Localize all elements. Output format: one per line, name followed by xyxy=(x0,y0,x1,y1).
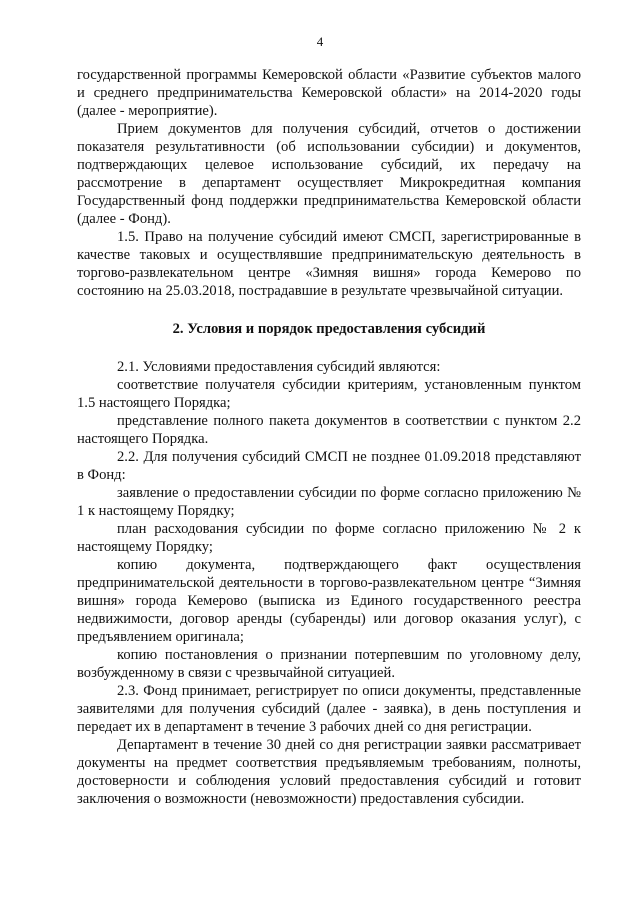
section-heading: 2. Условия и порядок предоставления субсидий xyxy=(172,321,486,337)
paragraph-2-2: 2.2. Для получения субсидий СМСП не позднее 01.09.2018 представляют в Фонд: xyxy=(77,449,581,483)
paragraph-resolution-copy: копию постановления о признании потерпевшим по уголовному делу, возбужденному в связи с чрезвычайной ситуацией. xyxy=(77,647,581,681)
page-number: 4 xyxy=(316,34,324,49)
paragraph-condition-package: представление полного пакета документов в соответствии с пунктом 2.2 настоящего Порядка. xyxy=(77,413,581,447)
paragraph-2-3: 2.3. Фонд принимает, регистрирует по описи документы, представленные заявителями для получения субсидий (далее - заявка), в день поступления и передает их в департамент в течение 3 рабочих дней со дня регистрации. xyxy=(77,683,581,735)
paragraph-document-copy: копию документа, подтверждающего факт осуществления предпринимательской деятельности в торгово-развлекательном центре “Зимняя вишня» города Кемерово (выписка из Единого государственного реестра недвижимости, договор аренды (субаренды) или договор оказания услуг), с предъявлением оригинала; xyxy=(77,557,581,645)
paragraph-department-review: Департамент в течение 30 дней со дня регистрации заявки рассматривает документы на предмет соответствия предъявляемым требованиям, полноты, достоверности и соблюдения условий предоставления субсидий и готовит заключения о возможности (невозможности) предоставления субсидии. xyxy=(77,737,581,807)
paragraph-2-1: 2.1. Условиями предоставления субсидий являются: xyxy=(117,359,441,375)
document-body xyxy=(77,66,581,808)
paragraph-document-acceptance: Прием документов для получения субсидий, отчетов о достижении показателя результативности (об использовании субсидии) и документов, подтверждающих целевое использование субсидий, их передачу на рассмотрение в департамент осуществляет Микрокредитная компания Государственный фонд поддержки предпринимательства Кемеровской области (далее - Фонд). xyxy=(77,121,581,227)
paragraph-continuation: государственной программы Кемеровской области «Развитие субъектов малого и среднего предпринимательства Кемеровской области» на 2014-2020 годы (далее - мероприятие). xyxy=(77,67,581,119)
paragraph-condition-criteria: соответствие получателя субсидии критериям, установленным пунктом 1.5 настоящего Порядка; xyxy=(77,377,581,411)
paragraph-spending-plan: план расходования субсидии по форме согласно приложению № 2 к настоящему Порядку; xyxy=(77,521,581,555)
paragraph-application: заявление о предоставлении субсидии по форме согласно приложению № 1 к настоящему Порядку; xyxy=(77,485,581,519)
paragraph-1-5: 1.5. Право на получение субсидий имеют СМСП, зарегистрированные в качестве таковых и осуществлявшие предпринимательскую деятельность в торгово-развлекательном центре «Зимняя вишня» города Кемерово по состоянию на 25.03.2018, пострадавшие в результате чрезвычайной ситуации. xyxy=(77,229,581,299)
